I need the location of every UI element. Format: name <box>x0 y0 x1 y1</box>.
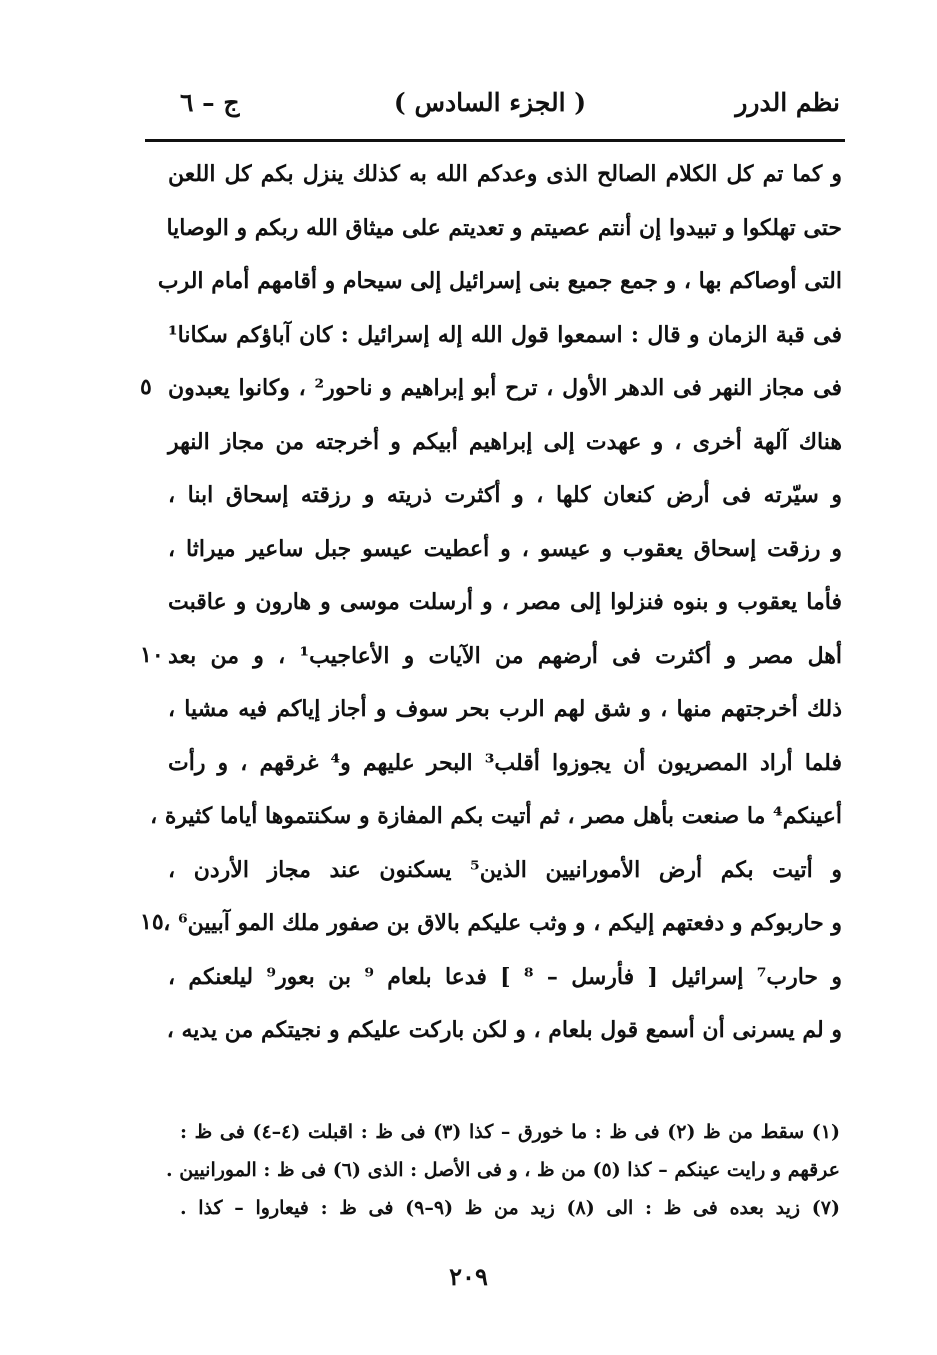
text-line: و حارب⁷ إسرائيل [ فأرسل – ⁸ ] فدعا بلعام ⁹ بن بعور⁹ ليلعنكم ، <box>168 963 842 990</box>
part-title: ( الجزء السادس ) <box>393 88 587 117</box>
text-line: و كما تم كل الكلام الصالح الذى وعدكم الله به كذلك ينزل بكم كل اللعن <box>168 161 842 187</box>
running-header <box>140 78 840 128</box>
volume-reference: ج – ٦ <box>180 88 240 117</box>
text-line: حتى تهلكوا و تبيدوا إن أنتم عصيتم و تعديتم على ميثاق الله ربكم و الوصايا <box>166 214 842 241</box>
line-number-15: ١٥ <box>140 909 164 935</box>
text-line: أهل مصر و أكثرت فى أرضهم من الآيات و الأعاجيب¹ ، و من بعد <box>168 642 842 669</box>
line-number-10: ١٠ <box>140 641 164 668</box>
text-line: أعينكم⁴ ما صنعت بأهل مصر ، ثم أتيت بكم المفازة و سكنتموها أياما كثيرة ، <box>150 803 842 829</box>
text-line: فى مجاز النهر فى الدهر الأول ، ترح أبو إبراهيم و ناحور² ، وكانوا يعبدون <box>168 375 842 401</box>
text-line: و سيّرته فى أرض كنعان كلها ، و أكثرت ذريته و رزقته إسحاق ابنا ، <box>168 482 842 508</box>
page-number: ٢٠٩ <box>449 1262 488 1291</box>
footnote-line: عرقهم و رايت عينكم – كذا (٥) من ظ ، و فى الأصل : الذى (٦) فى ظ : المورانيين . <box>166 1159 840 1181</box>
text-line: فلما أراد المصريون أن يجوزوا أقلب³ البحر عليهم و⁴ غرقهم ، و رأت <box>168 749 842 776</box>
text-line: التى أوصاكم بها ، و جمع جميع بنى إسرائيل إلى سيحام و أقامهم أمام الرب <box>157 268 842 294</box>
footnote-line: (٧) زيد بعده فى ظ : الى (٨) زيد من ظ (٩–٩) فى ظ : فيعاروا – كذا . <box>180 1197 840 1219</box>
line-number-5: ٥ <box>140 374 152 400</box>
footnote-line: (١) سقط من ظ (٢) فى ظ : ما خورق – كذا (٣) فى ظ : اقبلت (٤–٤) فى ظ : <box>180 1121 840 1143</box>
footnotes <box>166 1113 840 1227</box>
text-line: هناك آلهة أخرى ، و عهدت إلى إبراهيم أبيكم و أخرجته من مجاز النهر <box>168 428 842 455</box>
text-line: و لم يسرنى أن أسمع قول بلعام ، و لكن باركت عليكم و نجيتكم من يديه ، <box>166 1017 842 1043</box>
text-line: و حاربوكم و دفعتهم إليكم ، و وثب عليكم بالاق بن صفور ملك المو آبيين⁶ ، <box>163 910 842 936</box>
text-line: و أتيت بكم أرض الأمورانيين الذين⁵ يسكنون عند مجاز الأردن ، <box>168 856 842 883</box>
book-title: نظم الدرر <box>735 88 840 117</box>
text-line: فى قبة الزمان و قال : اسمعوا قول الله إله إسرائيل : كان آباؤكم سكانا¹ <box>168 321 842 348</box>
text-line: و رزقت إسحاق يعقوب و عيسو ، و أعطيت عيسو جبل ساعير ميراثا ، <box>168 535 842 562</box>
header-rule <box>145 139 845 142</box>
text-line: فأما يعقوب و بنوه فنزلوا إلى مصر ، و أرسلت موسى و هارون و عاقبت <box>168 589 842 615</box>
text-line: ذلك أخرجتهم منها ، و شق لهم الرب بحر سوف و أجاز إياكم فيه مشيا ، <box>168 696 842 722</box>
